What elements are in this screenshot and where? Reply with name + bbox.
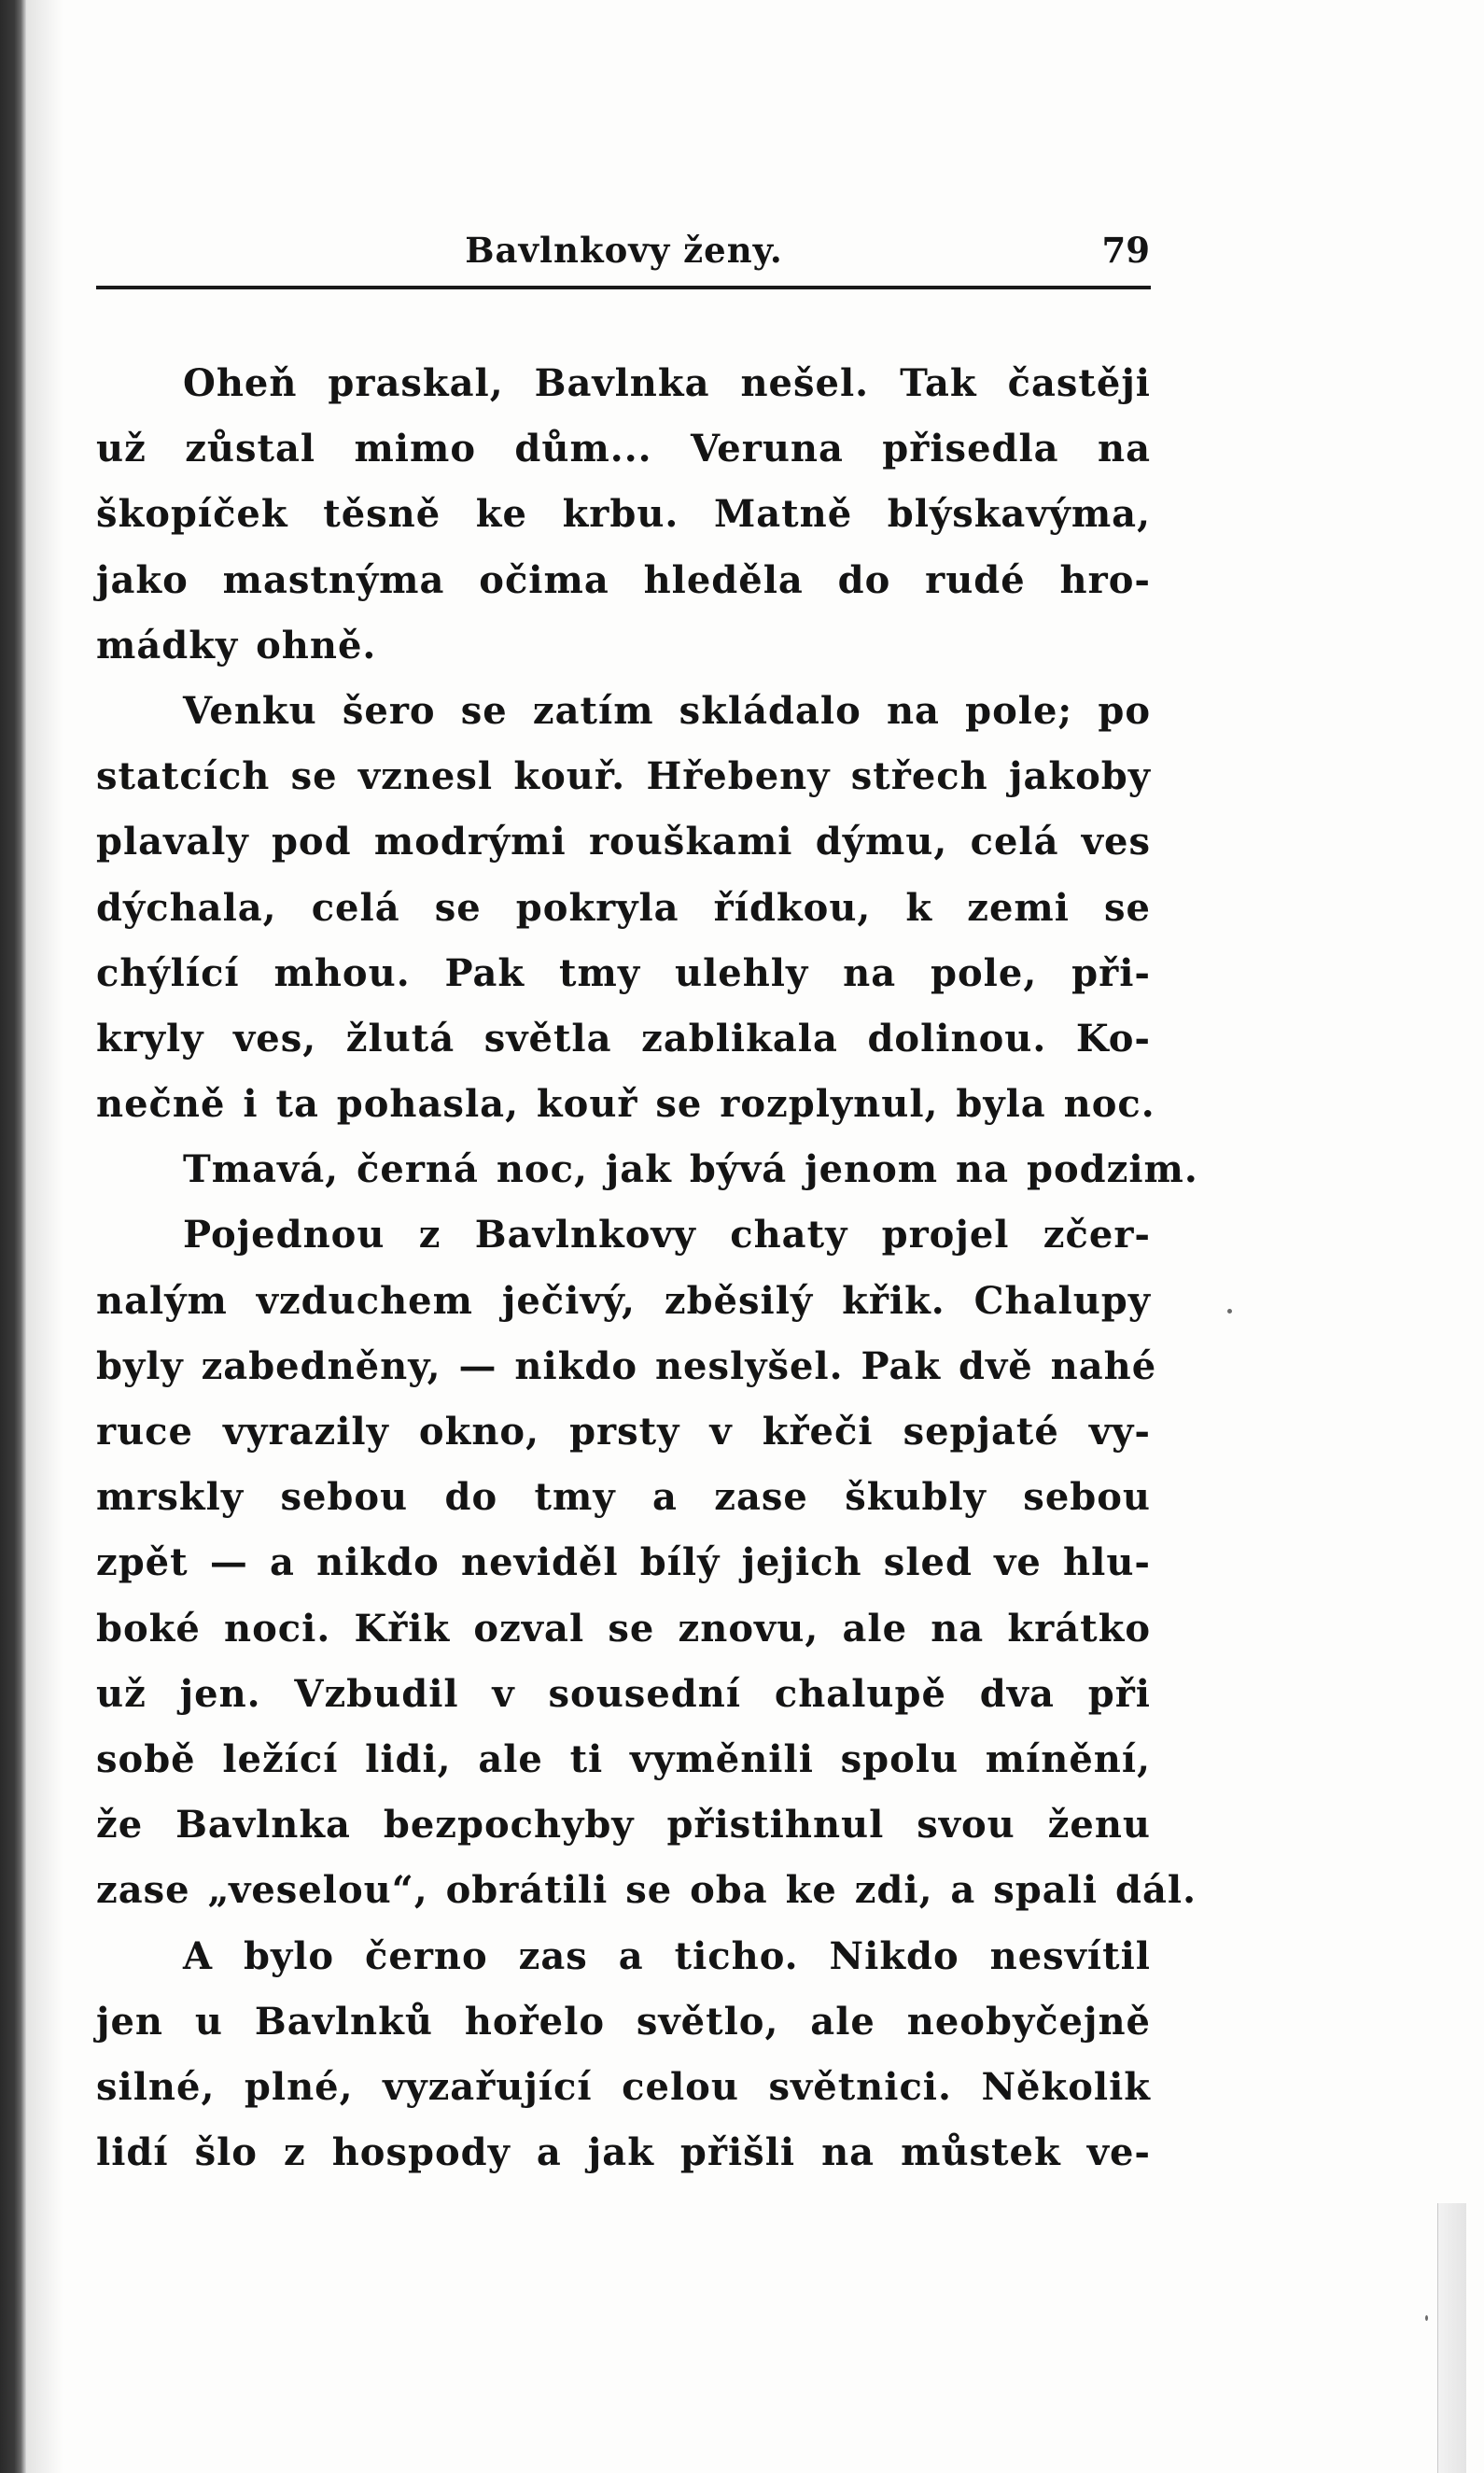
text-line: Oheň praskal, Bavlnka nešel. Tak častěji — [183, 361, 1151, 405]
text-line: lidí šlo z hospody a jak přišli na můstek ve- — [96, 2130, 1151, 2175]
binding-shadow — [26, 0, 63, 2473]
paragraph-4 — [96, 1202, 1197, 1923]
text-line: mrskly sebou do tmy a zase škubly sebou — [96, 1475, 1151, 1520]
text-line: dýchala, celá se pokryla řídkou, k zemi se — [96, 885, 1151, 930]
scan-speck — [1425, 2315, 1428, 2321]
text-line: nečně i ta pohasla, kouř se rozplynul, byla noc. — [96, 1082, 1155, 1127]
text-line: statcích se vznesl kouř. Hřebeny střech jakoby — [96, 754, 1151, 799]
scan-speck — [1227, 1309, 1232, 1314]
text-line: zase „veselou“, obrátili se oba ke zdi, a spali dál. — [96, 1868, 1197, 1913]
text-line: plavaly pod modrými rouškami dýmu, celá ves — [96, 820, 1151, 864]
text-line: boké noci. Křik ozval se znovu, ale na krátko — [96, 1606, 1151, 1651]
paragraph-1 — [96, 351, 1151, 679]
text-line: mádky ohně. — [96, 623, 377, 667]
text-line: A bylo černo zas a ticho. Nikdo nesvítil — [183, 1933, 1151, 1978]
text-line: Venku šero se zatím skládalo na pole; po — [183, 688, 1151, 733]
running-head — [98, 222, 1150, 284]
header-rule — [96, 286, 1151, 289]
running-title: Bavlnkovy ženy. — [465, 230, 783, 271]
text-line: jako mastnýma očima hleděla do rudé hro- — [96, 557, 1151, 602]
text-line: zpět — a nikdo neviděl bílý jejich sled ve hlu- — [96, 1540, 1151, 1585]
page-edge — [1437, 2203, 1466, 2473]
text-line: byly zabedněny, — nikdo neslyšel. Pak dvě nahé — [96, 1343, 1157, 1388]
paragraph-3 — [96, 1137, 1198, 1202]
text-line: už zůstal mimo dům... Veruna přisedla na — [96, 427, 1151, 471]
text-line: silné, plné, vyzařující celou světnici. Několik — [96, 2064, 1151, 2109]
text-line: škopíček těsně ke krbu. Matně blýskavýma, — [96, 492, 1151, 537]
text-line: chýlící mhou. Pak tmy ulehly na pole, při- — [96, 950, 1151, 995]
page-number: 79 — [1101, 230, 1150, 271]
text-line: nalým vzduchem ječivý, zběsilý křik. Chalupy — [96, 1278, 1151, 1323]
binding-edge — [0, 0, 26, 2473]
text-line: už jen. Vzbudil v sousední chalupě dva při — [96, 1671, 1151, 1716]
text-line: Pojednou z Bavlnkovy chaty projel zčer- — [183, 1213, 1151, 1258]
text-line: ruce vyrazily okno, prsty v křeči sepjaté vy- — [96, 1410, 1151, 1454]
paragraph-2 — [96, 679, 1155, 1137]
text-line: že Bavlnka bezpochyby přistihnul svou ženu — [96, 1803, 1151, 1848]
text-line: sobě ležící lidi, ale ti vyměnili spolu mínění, — [96, 1736, 1151, 1781]
paragraph-5 — [96, 1924, 1151, 2186]
text-line: Tmavá, černá noc, jak bývá jenom na podzim. — [183, 1147, 1198, 1192]
text-line: kryly ves, žlutá světla zablikala dolinou. Ko- — [96, 1016, 1151, 1061]
text-line: jen u Bavlnků hořelo světlo, ale neobyčejně — [96, 1999, 1151, 2044]
body-text — [96, 351, 1198, 2185]
